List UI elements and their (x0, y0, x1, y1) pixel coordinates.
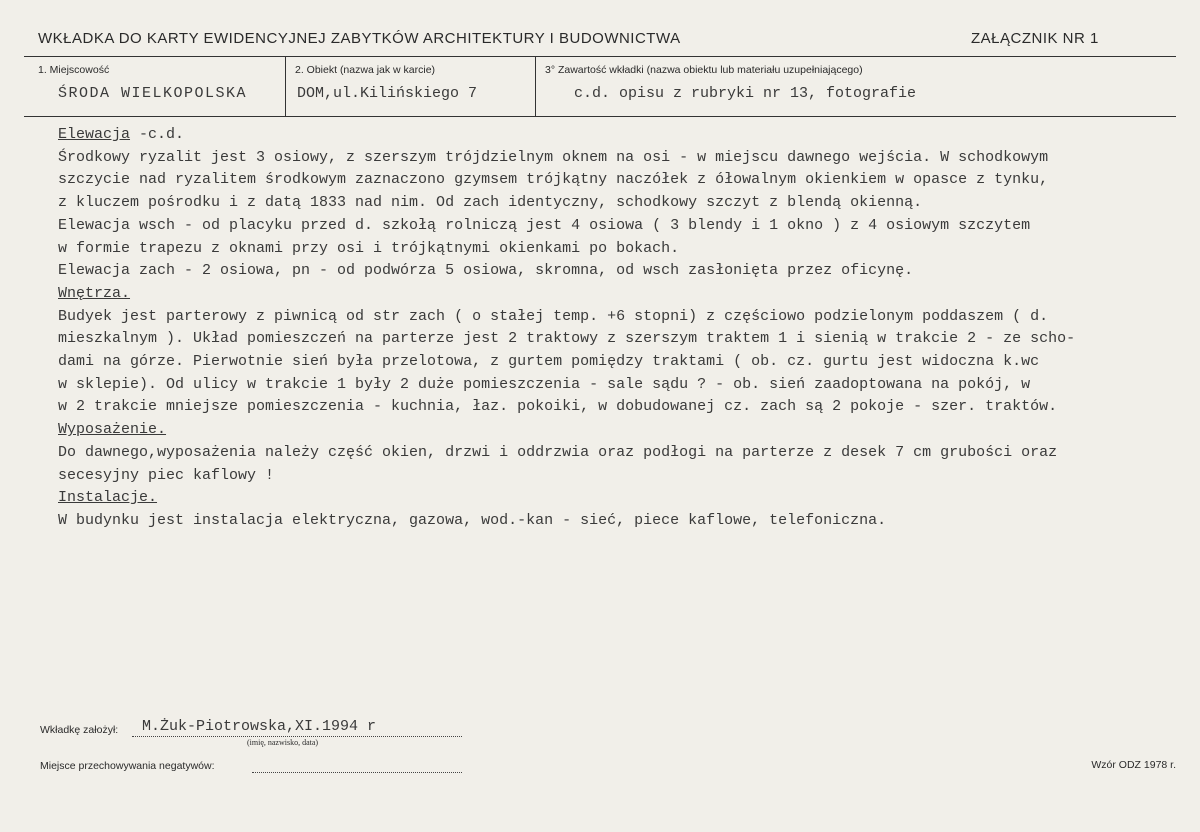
content-label: 3° Zawartość wkładki (nazwa obiektu lub materiału uzupełniającego) (545, 64, 863, 76)
section-heading-line (58, 283, 1168, 306)
negatives-label: Miejsce przechowywania negatywów: (40, 760, 215, 772)
line-text: W budynku jest instalacja elektryczna, gazowa, wod.-kan - sieć, piece kaflowe, telefoniczna. (58, 511, 887, 529)
line-text: w sklepie). Od ulicy w trakcie 1 były 2 duże pomieszczenia - sale sądu ? - ob. sień zaadoptowana na pokój, w (58, 375, 1031, 393)
line-text: szczycie nad ryzalitem środkowym zaznaczono gzymsem trójkątny naczółek z ółowalnym okienkiem w opasce z tynku, (58, 171, 1049, 189)
header-bottom-rule (24, 116, 1176, 117)
column-divider-1 (285, 56, 286, 116)
description-line (58, 238, 1168, 261)
object-label: 2. Obiekt (nazwa jak w karcie) (295, 64, 436, 76)
founded-hint: (imię, nazwisko, data) (247, 738, 319, 747)
line-text: Budyek jest parterowy z piwnicą od str zach ( o stałej temp. +6 stopni) z częściowo podzielonym poddaszem ( d. (58, 307, 1049, 325)
line-text: secesyjny piec kaflowy ! (58, 466, 275, 484)
line-text: z kluczem pośrodku i z datą 1833 nad nim. Od zach identyczny, schodkowy szczyt z blendą okienną. (58, 194, 923, 212)
header-top-rule (24, 56, 1176, 57)
annex-number: ZAŁĄCZNIK NR 1 (971, 30, 1099, 47)
form-identifier: Wzór ODZ 1978 r. (1091, 759, 1176, 771)
founded-label: Wkładkę założył: (40, 724, 119, 736)
line-text: -c.d. (130, 126, 185, 143)
section-heading-line (58, 419, 1168, 442)
content-value: c.d. opisu z rubryki nr 13, fotografie (574, 85, 917, 102)
description-line (58, 510, 1168, 533)
line-text: Elewacja wsch - od placyku przed d. szkołą rolniczą jest 4 osiowa ( 3 blendy i 1 okno ) z 4 osiowym szczytem (58, 216, 1031, 234)
section-heading: Instalacje. (58, 489, 158, 507)
line-text: dami na górze. Pierwotnie sień była przelotowa, z gurtem pomiędzy traktami ( ob. cz. gurtu jest widoczna k.wc (58, 353, 1040, 371)
description-line (58, 396, 1168, 419)
object-value: DOM,ul.Kilińskiego 7 (297, 85, 478, 102)
description-line (58, 306, 1168, 329)
section-heading-line (58, 487, 1168, 510)
description-body (58, 124, 1168, 533)
description-line (58, 192, 1168, 215)
description-line (58, 351, 1168, 374)
locality-label: 1. Miejscowość (38, 64, 110, 76)
line-text: w formie trapezu z oknami przy osi i trójkątnymi okienkami po bokach. (58, 239, 680, 257)
description-line (58, 147, 1168, 170)
description-line (58, 328, 1168, 351)
line-text: Elewacja zach - 2 osiowa, pn - od podwórza 5 osiowa, skromna, od wsch zasłonięta przez oficynę. (58, 262, 914, 280)
column-divider-2 (535, 56, 536, 116)
line-text: mieszkalnym ). Układ pomieszczeń na parterze jest 2 traktowy z szerszym traktem 1 i sienią w trakcie 2 - ze scho- (58, 330, 1076, 348)
locality-value: ŚRODA WIELKOPOLSKA (58, 85, 248, 102)
description-line (58, 169, 1168, 192)
description-line (58, 260, 1168, 283)
description-line (58, 465, 1168, 488)
section-heading: Wnętrza. (58, 284, 131, 302)
negatives-dotted-line (252, 771, 462, 773)
description-line (58, 215, 1168, 238)
section-heading: Elewacja (58, 126, 131, 143)
line-text: Do dawnego,wyposażenia należy część okien, drzwi i oddrzwia oraz podłogi na parterze z desek 7 cm grubości oraz (58, 443, 1058, 461)
description-line (58, 442, 1168, 465)
line-text: Środkowy ryzalit jest 3 osiowy, z szerszym trójdzielnym oknem na osi - w miejscu dawnego wejścia. W schodkowym (58, 148, 1049, 166)
section-heading: Wyposażenie. (58, 421, 167, 439)
description-line (58, 374, 1168, 397)
section-heading-line (58, 124, 1168, 147)
founded-value: M.Żuk-Piotrowska,XI.1994 r (142, 718, 377, 735)
founded-dotted-line (132, 735, 462, 737)
card-title: WKŁADKA DO KARTY EWIDENCYJNEJ ZABYTKÓW ARCHITEKTURY I BUDOWNICTWA (38, 30, 681, 47)
line-text: w 2 trakcie mniejsze pomieszczenia - kuchnia, łaz. pokoiki, w dobudowanej cz. zach są 2 pokoje - szer. traktów. (58, 398, 1058, 416)
